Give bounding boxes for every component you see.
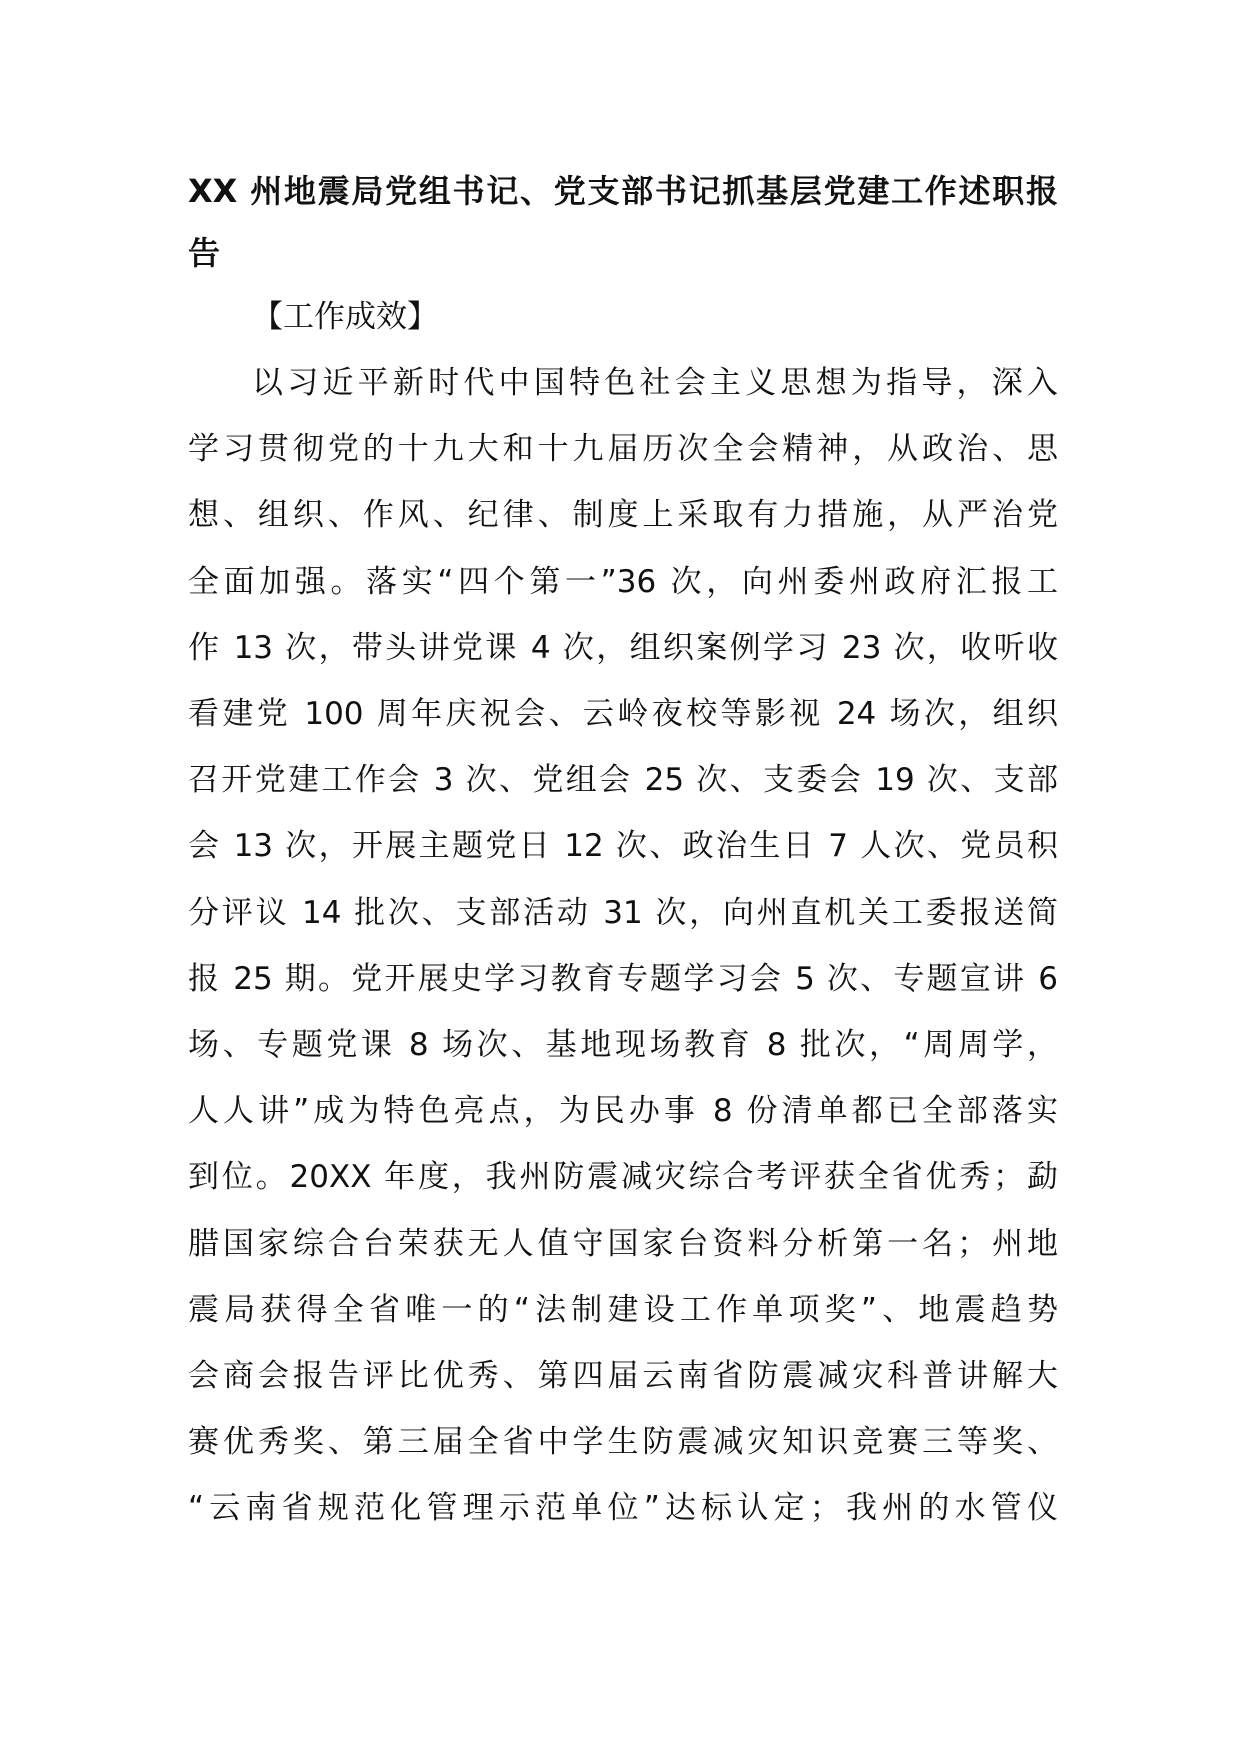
document-content	[188, 160, 1058, 1542]
body-paragraph	[188, 350, 1058, 1542]
paragraph-line: 作 13 次，带头讲党课 4 次，组织案例学习 23 次，收听收	[188, 629, 1058, 666]
paragraph-line: 会商会报告评比优秀、第四届云南省防震减灾科普讲解大	[188, 1358, 1058, 1395]
paragraph-line: 看建党 100 周年庆祝会、云岭夜校等影视 24 场次，组织	[188, 696, 1058, 733]
paragraph-line: 会 13 次，开展主题党日 12 次、政治生日 7 人次、党员积	[188, 828, 1058, 865]
title-line: 告	[188, 234, 221, 272]
paragraph-line: 召开党建工作会 3 次、党组会 25 次、支委会 19 次、支部	[188, 762, 1058, 799]
paragraph-line: 全面加强。落实“四个第一”36 次，向州委州政府汇报工	[188, 563, 1058, 600]
section-heading: 【工作成效】	[252, 299, 438, 335]
paragraph-line: 报 25 期。党开展史学习教育专题学习会 5 次、专题宣讲 6	[188, 960, 1058, 997]
paragraph-line: 场、专题党课 8 场次、基地现场教育 8 批次，“周周学，	[188, 1027, 1058, 1064]
paragraph-line: 学习贯彻党的十九大和十九届历次全会精神，从政治、思	[188, 431, 1058, 468]
title-line: XX 州地震局党组书记、党支部书记抓基层党建工作述职报	[188, 172, 1058, 210]
paragraph-line: “云南省规范化管理示范单位”达标认定；我州的水管仪	[188, 1490, 1058, 1527]
paragraph-line: 以习近平新时代中国特色社会主义思想为指导，深入	[252, 365, 1058, 401]
paragraph-line: 分评议 14 批次、支部活动 31 次，向州直机关工委报送简	[188, 894, 1058, 931]
paragraph-line: 到位。20XX 年度，我州防震减灾综合考评获全省优秀；勐	[188, 1159, 1058, 1196]
document-title	[188, 160, 1058, 284]
paragraph-line: 人人讲”成为特色亮点，为民办事 8 份清单都已全部落实	[188, 1093, 1058, 1130]
paragraph-line: 震局获得全省唯一的“法制建设工作单项奖”、地震趋势	[188, 1291, 1058, 1328]
paragraph-line: 腊国家综合台荣获无人值守国家台资料分析第一名；州地	[188, 1225, 1058, 1262]
paragraph-line: 想、组织、作风、纪律、制度上采取有力措施，从严治党	[188, 497, 1058, 534]
paragraph-line: 赛优秀奖、第三届全省中学生防震减灾知识竞赛三等奖、	[188, 1424, 1058, 1461]
